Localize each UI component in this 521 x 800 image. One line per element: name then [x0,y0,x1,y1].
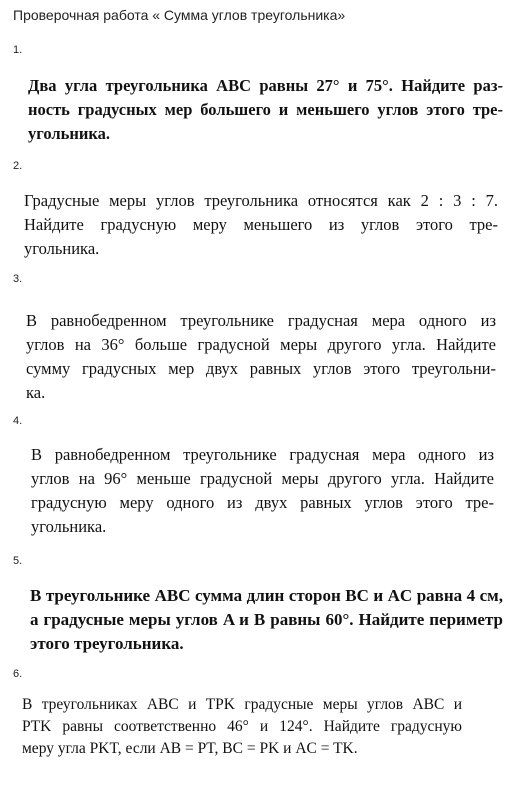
task-3 [26,309,496,405]
task-line: Два угла треугольника ABC равны 27° и 75°. Найдите раз- [28,76,503,95]
task-4 [31,443,494,539]
task-line: углов на 96° меньше градусной меры другого угла. Найдите [31,469,494,488]
task-line: этого треугольника. [30,634,184,653]
task-line: угольника. [24,239,100,258]
task-line: сумму градусных мер двух равных углов этого треугольни- [26,359,496,378]
task-number: 5. [13,555,23,567]
task-line: В треугольниках ABC и TPK градусные меры углов ABC и [22,696,462,713]
task-number: 2. [13,160,23,172]
task-line: ность градусных мер большего и меньшего углов этого тре- [28,100,503,119]
task-number: 4. [13,415,23,427]
task-line: а градусные меры углов A и B равны 60°. Найдите периметр [30,610,503,629]
task-line: В равнобедренном треугольнике градусная мера одного из [31,445,494,464]
task-5 [30,584,503,656]
task-number: 1. [13,44,23,56]
task-1 [28,74,503,146]
task-6 [22,694,462,760]
task-line: Найдите градусную меру меньшего из углов этого тре- [24,215,498,234]
task-line: В треугольнике ABC сумма длин сторон BC и AC равна 4 см, [30,586,503,605]
task-line: Градусные меры углов треугольника относятся как 2 : 3 : 7. [24,191,498,210]
page-title: Проверочная работа « Сумма углов треугольника» [13,7,346,23]
task-number: 6. [13,668,23,680]
task-line: ка. [26,383,46,402]
task-number: 3. [13,273,23,285]
task-line: угольника. [28,124,110,143]
task-line: градусную меру одного из двух равных углов этого тре- [31,493,494,512]
task-line: углов на 36° больше градусной меры другого угла. Найдите [26,335,496,354]
task-line: PTK равны соответственно 46° и 124°. Найдите градусную [22,718,462,735]
task-line: угольника. [31,517,107,536]
task-2 [24,189,498,261]
task-line: В равнобедренном треугольнике градусная мера одного из [26,311,496,330]
task-line: меру угла PKT, если AB = PT, BC = PK и AC = TK. [22,740,358,757]
